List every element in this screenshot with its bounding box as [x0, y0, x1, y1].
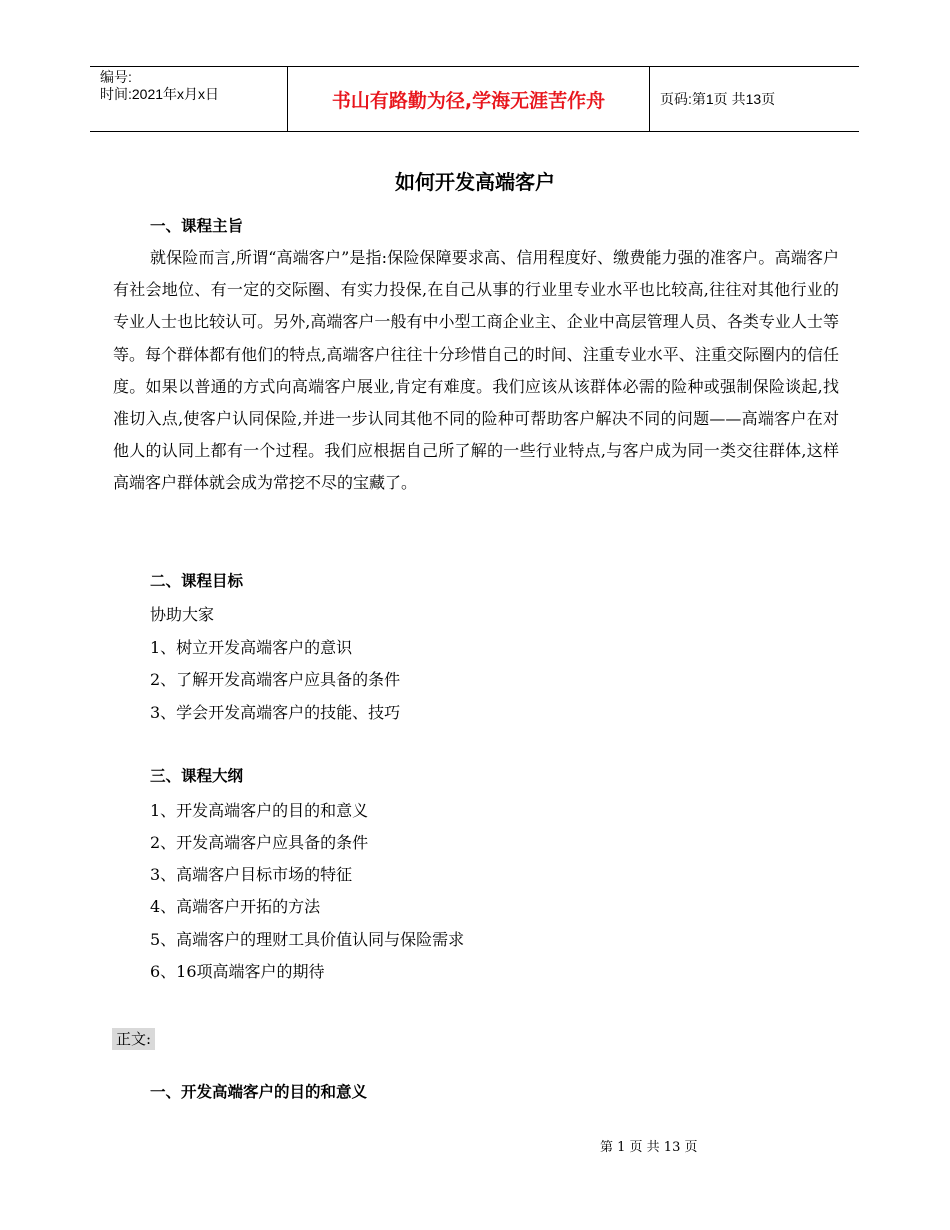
section-heading-goals: 二、课程目标 — [150, 572, 244, 590]
goals-intro: 协助大家 — [150, 605, 215, 624]
serial-label: 编号: — [100, 69, 132, 85]
motto: 书山有路勤为径,学海无涯苦作舟 — [287, 67, 650, 131]
header-info-cell — [90, 67, 287, 131]
section-heading-outline: 三、课程大纲 — [150, 767, 244, 785]
outline-item: 4、高端客户开拓的方法 — [150, 897, 321, 916]
outline-item: 5、高端客户的理财工具价值认同与保险需求 — [150, 930, 465, 949]
document-title: 如何开发高端客户 — [395, 170, 555, 194]
page-footer: 第 1 页 共 13 页 — [600, 1140, 698, 1155]
goal-item: 1、树立开发高端客户的意识 — [150, 638, 353, 657]
body-section-heading: 一、开发高端客户的目的和意义 — [150, 1083, 368, 1101]
header-table — [90, 66, 859, 132]
section-heading-purpose: 一、课程主旨 — [150, 217, 244, 235]
goal-item: 2、了解开发高端客户应具备的条件 — [150, 670, 401, 689]
body-label: 正文: — [112, 1028, 155, 1050]
goal-item: 3、学会开发高端客户的技能、技巧 — [150, 703, 401, 722]
outline-item: 3、高端客户目标市场的特征 — [150, 865, 353, 884]
purpose-paragraph: 就保险而言,所谓“高端客户”是指:保险保障要求高、信用程度好、缴费能力强的准客户。高端客户有社会地位、有一定的交际圈、有实力投保,在自己从事的行业里专业水平也比较高,往往对其他行业的专业人士也比较认可。另外,高端客户一般有中小型工商企业主、企业中高层管理人员、各类专业人士等等。每个群体都有他们的特点,高端客户往往十分珍惜自己的时间、注重专业水平、注重交际圈内的信任度。如果以普通的方式向高端客户展业,肯定有难度。我们应该从该群体必需的险种或强制保险谈起,找准切入点,使客户认同保险,并进一步认同其他不同的险种可帮助客户解决不同的问题——高端客户在对他人的认同上都有一个过程。我们应根据自己所了解的一些行业特点,与客户成为同一类交往群体,这样高端客户群体就会成为常挖不尽的宝藏了。 — [113, 248, 839, 493]
outline-item: 1、开发高端客户的目的和意义 — [150, 801, 369, 820]
outline-item: 6、16项高端客户的期待 — [150, 962, 325, 981]
time-label: 时间:2021年x月x日 — [100, 86, 220, 102]
outline-item: 2、开发高端客户应具备的条件 — [150, 833, 369, 852]
page-code: 页码:第1页 共13页 — [660, 91, 776, 107]
